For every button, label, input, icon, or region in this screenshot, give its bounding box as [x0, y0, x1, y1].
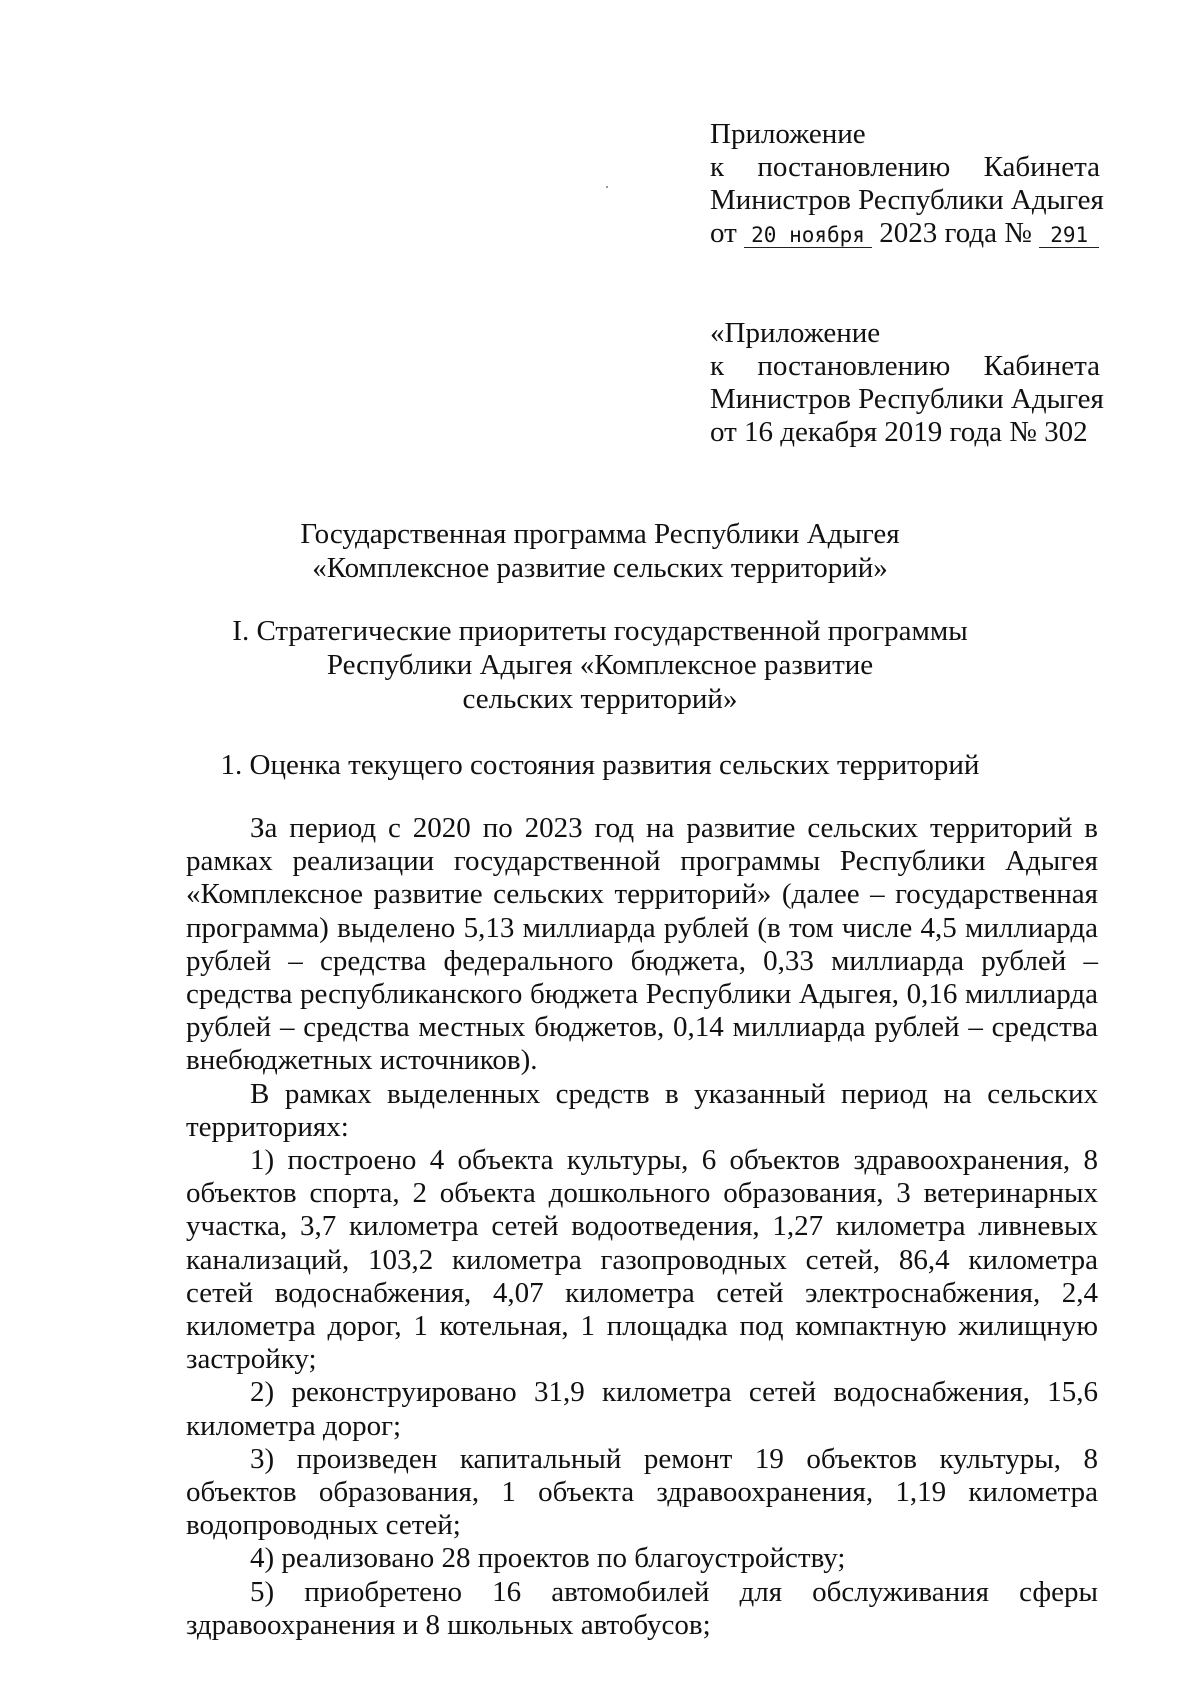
- list-item: 3) произведен капитальный ремонт 19 объектов культуры, 8 объектов образования, 1 объекта здравоохранения, 1,19 километра водопроводных сетей;: [186, 1442, 1098, 1542]
- previous-appendix-authority: Министров Республики Адыгея: [710, 383, 1104, 415]
- previous-appendix-block: [710, 317, 1104, 449]
- appendix-authority: Министров Республики Адыгея: [710, 184, 1104, 216]
- list-item: 2) реконструировано 31,9 километра сетей водоснабжения, 15,6 километра дорог;: [186, 1376, 1098, 1442]
- appendix-title: Приложение: [710, 118, 866, 150]
- appendix-block: [710, 118, 1104, 250]
- list-item: 1) построено 4 объекта культуры, 6 объектов здравоохранения, 8 объектов спорта, 2 объекта дошкольного образования, 3 ветеринарных участка, 3,7 километра сетей водоотведения, 1,27 километра ливневых канализаций, 103,2 километра газопроводных сетей, 86,4 километра сетей водоснабжения, 4,07 километра сетей электроснабжения, 2,4 километра дорог, 1 котельная, 1 площадка под компактную жилищную застройку;: [186, 1144, 1098, 1376]
- paragraph: За период с 2020 по 2023 год на развитие сельских территорий в рамках реализации государственной программы Республики Адыгея «Комплексное развитие сельских территорий» (далее – государственная программа) выделено 5,13 миллиарда рублей (в том числе 4,5 миллиарда рублей – средства федерального бюджета, 0,33 миллиарда рублей – средства республиканского бюджета Республики Адыгея, 0,16 миллиарда рублей – средства местных бюджетов, 0,14 миллиарда рублей – средства внебюджетных источников).: [186, 812, 1098, 1077]
- paragraph: В рамках выделенных средств в указанный период на сельских территориях:: [186, 1077, 1098, 1143]
- program-title: Государственная программа Республики Адыгея «Комплексное развитие сельских территорий»: [300, 518, 900, 584]
- previous-appendix-title: «Приложение: [710, 317, 881, 349]
- appendix-resolution-line: к постановлению Кабинета: [710, 151, 1100, 183]
- previous-appendix-date: от 16 декабря 2019 года № 302: [710, 416, 1088, 448]
- list-item: 4) реализовано 28 проектов по благоустройству;: [250, 1542, 846, 1575]
- scan-speck: [606, 186, 608, 188]
- appendix-date-line: от 20 ноября 2023 года № 291: [710, 217, 1100, 250]
- subsection-title: 1. Оценка текущего состояния развития сельских территорий: [220, 749, 980, 781]
- body-text: [186, 812, 1098, 1642]
- list-item: 5) приобретено 16 автомобилей для обслуживания сферы здравоохранения и 8 школьных автобусов;: [186, 1575, 1098, 1641]
- handwritten-number: 291: [1039, 223, 1099, 248]
- handwritten-date: 20 ноября: [744, 223, 872, 248]
- section-title: I. Стратегические приоритеты государственной программы Республики Адыгея «Комплексное развитие сельских территорий»: [232, 615, 968, 715]
- previous-appendix-resolution-line: к постановлению Кабинета: [710, 350, 1100, 382]
